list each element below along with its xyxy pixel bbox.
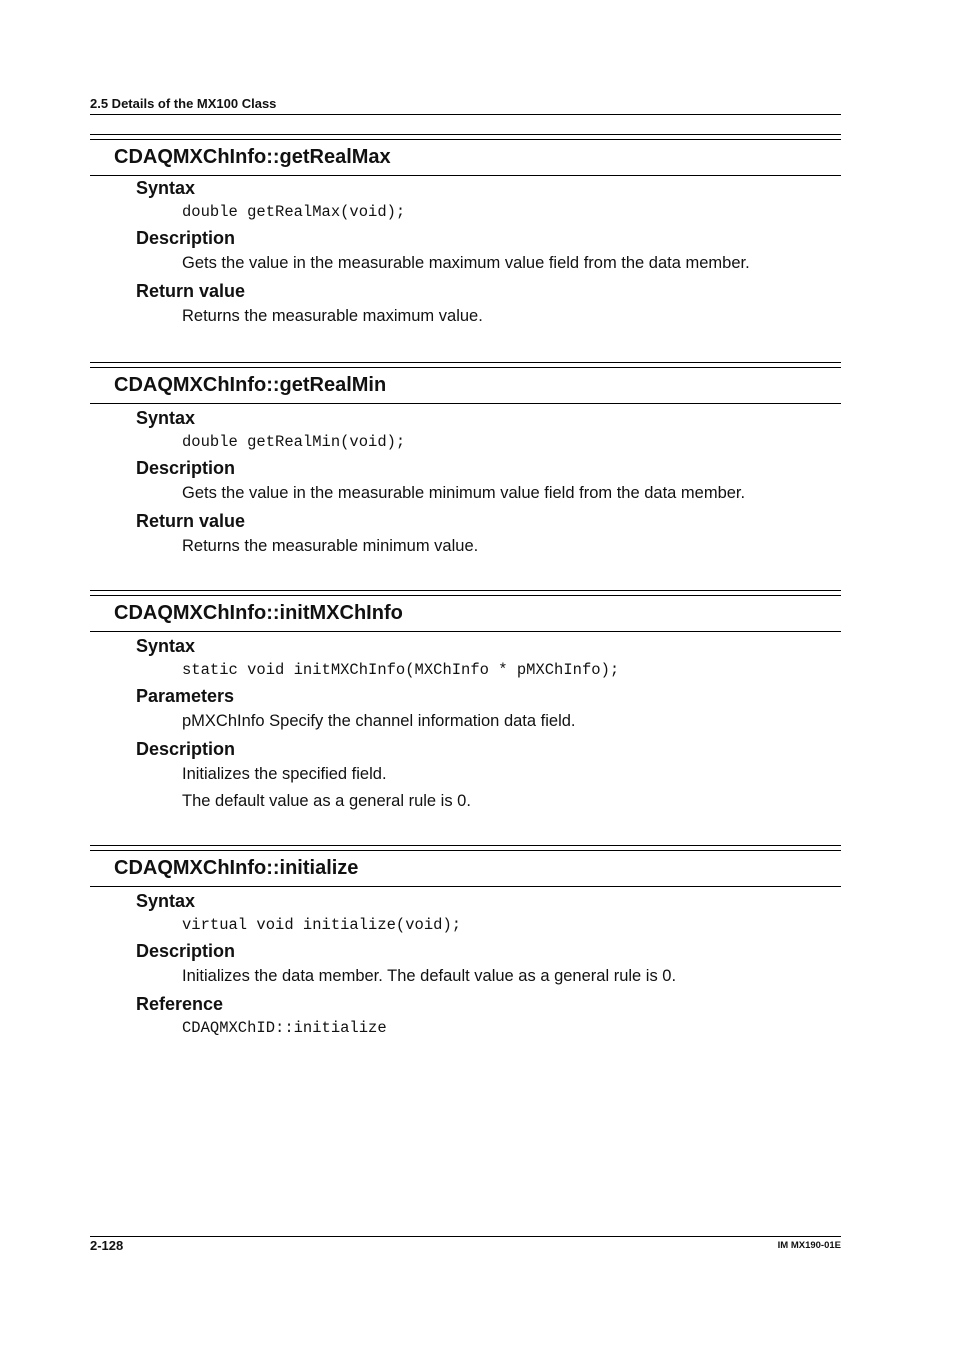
syntax-heading: Syntax [136,636,196,656]
parameter-name: pMXChInfo [182,712,265,730]
function-title: CDAQMXChInfo::getRealMin [114,374,387,396]
parameters-heading: Parameters [136,686,235,706]
description-text: Gets the value in the measurable maximum value field from the data member. [182,254,750,272]
syntax-code: static void initMXChInfo(MXChInfo * pMXChInfo); [182,661,620,679]
function-title: CDAQMXChInfo::initialize [114,857,359,879]
document-id: IM MX190-01E [777,1240,841,1251]
page-number: 2-128 [90,1238,124,1253]
section-getrealmin [90,362,841,560]
reference-heading: Reference [136,994,224,1014]
reference-code: CDAQMXChID::initialize [182,1019,387,1037]
syntax-code: double getRealMin(void); [182,433,406,451]
return-value-text: Returns the measurable maximum value. [182,307,483,325]
syntax-heading: Syntax [136,408,196,428]
description-heading: Description [136,228,236,248]
section-getrealmax [90,134,841,330]
description-text-2: The default value as a general rule is 0. [182,792,471,810]
section-initialize [90,845,841,1040]
description-text-1: Initializes the specified field. [182,765,387,783]
parameter-row [182,708,841,735]
return-value-text: Returns the measurable minimum value. [182,537,479,555]
syntax-heading: Syntax [136,178,196,198]
syntax-code: virtual void initialize(void); [182,916,462,934]
description-text: Gets the value in the measurable minimum value field from the data member. [182,484,746,502]
return-value-heading: Return value [136,511,246,531]
header-rule [90,114,841,115]
footer-rule [90,1236,841,1237]
description-heading: Description [136,458,236,478]
function-title: CDAQMXChInfo::initMXChInfo [114,602,403,624]
section-initmxchinfo [90,590,841,815]
title-rule [90,631,841,632]
title-rule [90,403,841,404]
return-value-heading: Return value [136,281,246,301]
description-heading: Description [136,941,236,961]
title-rule [90,886,841,887]
syntax-heading: Syntax [136,891,196,911]
parameter-description: Specify the channel information data field. [269,712,576,730]
description-heading: Description [136,739,236,759]
function-title: CDAQMXChInfo::getRealMax [114,146,391,168]
description-text: Initializes the data member. The default value as a general rule is 0. [182,967,677,985]
syntax-code: double getRealMax(void); [182,203,406,221]
running-header: 2.5 Details of the MX100 Class [90,96,277,111]
